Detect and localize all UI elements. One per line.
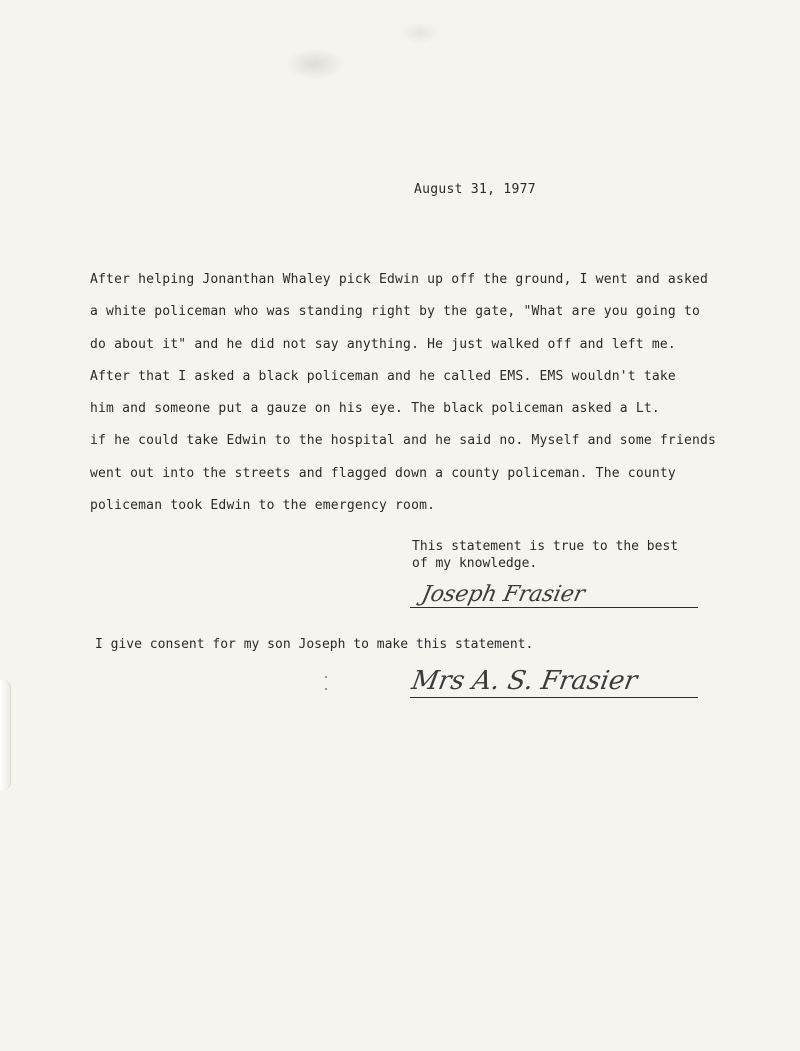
body-line: After that I asked a black policeman and he called EMS. EMS wouldn't take [90,368,676,384]
body-line: if he could take Edwin to the hospital and he said no. Myself and some friends [90,433,717,449]
attestation [412,538,678,572]
body-line: a white policeman who was standing right by the gate, "What are you going to [90,304,701,320]
scan-speck [325,676,327,678]
statement-body [90,272,730,530]
attestation-line: of my knowledge. [412,556,538,571]
scan-speck [325,688,327,690]
body-line: do about it" and he did not say anything. He just walked off and left me. [90,336,676,352]
body-line: policeman took Edwin to the emergency room. [90,498,436,514]
scan-smudge [285,48,345,80]
body-line: him and someone put a gauze on his eye. The black policeman asked a Lt. [90,401,660,417]
body-line: After helping Jonanthan Whaley pick Edwin up off the ground, I went and asked [90,272,709,287]
signature-joseph: Joseph Frasier [419,582,588,607]
attestation-line: This statement is true to the best [412,539,679,554]
document-date: August 31, 1977 [414,182,536,197]
signature-line [410,697,698,698]
scan-smudge [400,22,440,44]
paper-edge [0,680,11,790]
consent-statement: I give consent for my son Joseph to make this statement. [95,637,534,652]
signature-line [410,607,698,608]
body-line: went out into the streets and flagged down a county policeman. The county [90,465,676,481]
signature-mother: Mrs A. S. Frasier [409,666,640,696]
